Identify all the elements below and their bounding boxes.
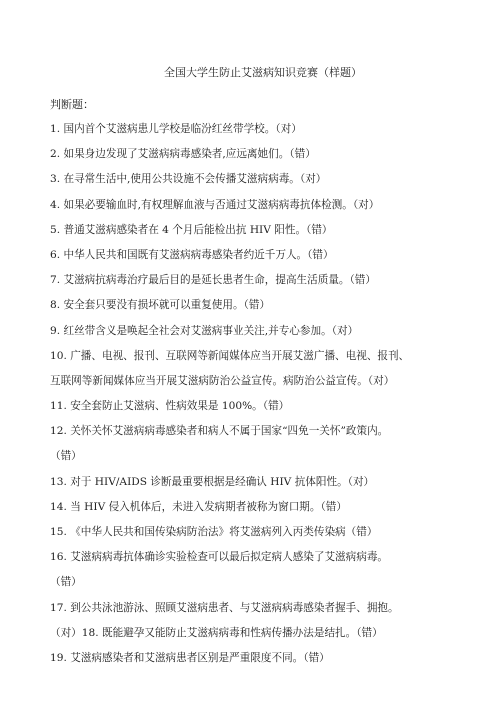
question-line: 15. 《中华人民共和国传染病防治法》将艾滋病列入丙类传染病（错） bbox=[50, 526, 378, 538]
question-line-continuation: 互联网等新闻媒体应当开展艾滋病防治公益宣传。病防治公益宣传。（对） bbox=[50, 374, 395, 387]
question-line: 2. 如果身边发现了艾滋病病毒感染者,应远离她们。（错） bbox=[50, 148, 316, 161]
question-line: 14. 当 HIV 侵入机体后，未进入发病期者被称为窗口期。（错） bbox=[50, 500, 347, 513]
question-line: 3. 在寻常生活中,使用公共设施不会传播艾滋病病毒。（对） bbox=[50, 173, 327, 186]
question-line-continuation: （错） bbox=[50, 576, 82, 589]
question-line: 4. 如果必要输血时,有权理解血液与否通过艾滋病病毒抗体检测。（对） bbox=[50, 198, 380, 211]
question-line-continuation: （对）18. 既能避孕又能防止艾滋病病毒和性病传播办法是结扎。（错） bbox=[50, 626, 383, 639]
question-list bbox=[50, 122, 470, 665]
question-line: 19. 艾滋病感染者和艾滋病患者区别是严重限度不同。（错） bbox=[50, 651, 330, 664]
question-line: 10. 广播、电视、报刊、互联网等新闻媒体应当开展艾滋广播、电视、报刊、 bbox=[50, 349, 410, 362]
question-line: 6. 中华人民共和国既有艾滋病病毒感染者约近千万人。（错） bbox=[50, 248, 334, 261]
question-line: 13. 对于 HIV/AIDS 诊断最重要根据是经确认 HIV 抗体阳性。（对） bbox=[50, 475, 375, 488]
question-line: 17. 到公共泳池游泳、照顾艾滋病患者、与艾滋病病毒感染者握手、拥抱。 bbox=[50, 601, 399, 614]
question-line: 7. 艾滋病抗病毒治疗最后目的是延长患者生命，提高生活质量。（错） bbox=[50, 274, 376, 287]
question-line: 11. 安全套防止艾滋病、性病效果是 100%。（错） bbox=[50, 400, 290, 413]
section-label: 判断题： bbox=[50, 98, 94, 111]
question-line: 1. 国内首个艾滋病患儿学校是临汾红丝带学校。（对） bbox=[50, 123, 302, 135]
question-line: 12. 关怀关怀艾滋病病毒感染者和病人不属于国家“四免一关怀”政策内。 bbox=[50, 425, 389, 438]
question-line: 16. 艾滋病病毒抗体确诊实验检查可以最后拟定病人感染了艾滋病病毒。 bbox=[50, 551, 389, 564]
document-title: 全国大学生防止艾滋病知识竞赛（样题） bbox=[164, 66, 362, 79]
question-line-continuation: （错） bbox=[50, 450, 82, 463]
question-line: 8. 安全套只要没有损坏就可以重复使用。（错） bbox=[50, 299, 271, 312]
question-line: 5. 普通艾滋病感染者在 4 个月后能检出抗 HIV 阳性。（错） bbox=[50, 223, 333, 236]
question-line: 9. 红丝带含义是唤起全社会对艾滋病事业关注,并专心参加。（对） bbox=[50, 324, 359, 337]
